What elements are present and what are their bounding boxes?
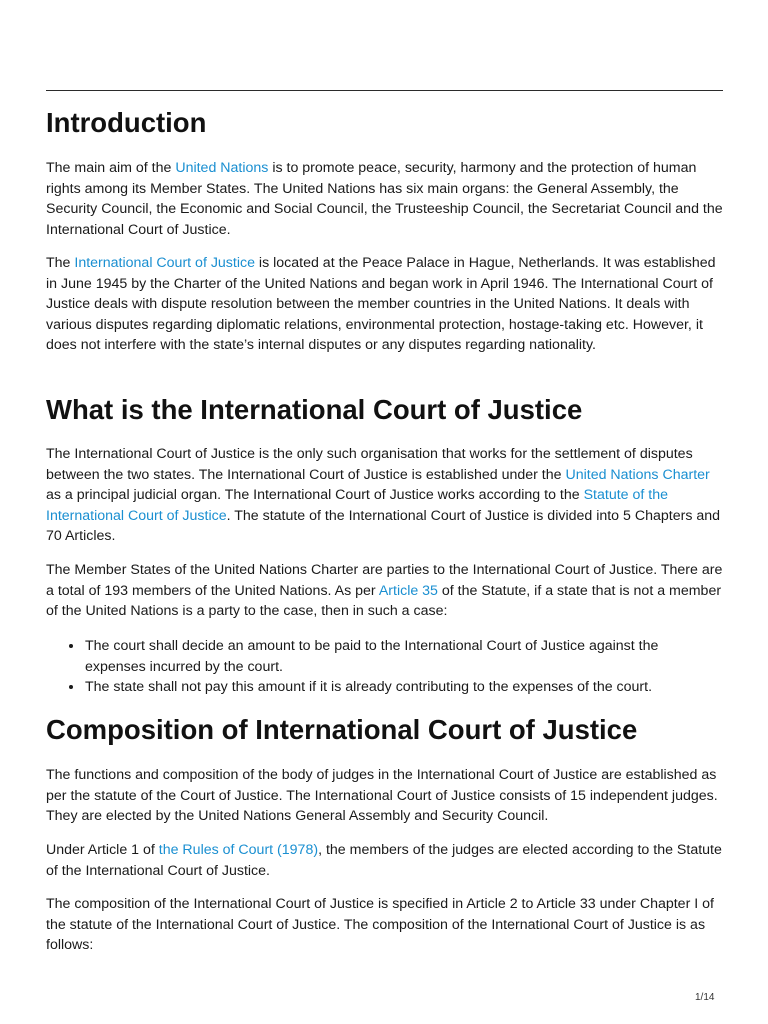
text-run: as a principal judicial organ. The International Court of Justice works according to the [46, 487, 584, 504]
heading-composition: Composition of International Court of Justice [46, 714, 638, 745]
text-run: , the members of the judges are elected according to the Statute of the International Court of Justice. [46, 842, 722, 879]
composition-paragraph-1: The functions and composition of the body of judges in the International Court of Justice are established as per the statute of the Court of Justice. The International Court of Justice consists of 15 independent judges. They are elected by the United Nations General Assembly and Security Council. [46, 767, 718, 825]
page-number: 1/14 [695, 992, 715, 1003]
heading-what-is-icj: What is the International Court of Justice [46, 394, 583, 425]
intro-paragraph-1 [46, 158, 723, 240]
link-article-35[interactable]: Article 35 [378, 582, 438, 599]
link-international-court-of-justice[interactable]: International Court of Justice [74, 255, 255, 271]
link-un-charter[interactable]: United Nations Charter [565, 466, 710, 483]
intro-paragraph-2 [46, 253, 723, 356]
bullet-list [46, 636, 723, 698]
list-item: • The court shall decide an amount to be paid to the International Court of Justice against the expenses incurred by the court. [84, 636, 723, 677]
top-divider [46, 90, 723, 91]
text-run: The Member States of the United Nations Charter are parties to the International Court of Justice. There are a total of 193 members of the United Nations. As per [46, 562, 723, 599]
heading-introduction: Introduction [46, 107, 207, 138]
text-run: is located at the Peace Palace in Hague, Netherlands. It was established in June 1945 by the Charter of the United Nations and began work in April 1946. The International Court of Justice deals with dispute resolution between the member countries in the United Nations. It deals with various disputes regarding diplomatic relations, environmental protection, hostage-taking etc. However, it does not interfere with the state’s internal disputes or any disputes regarding nationality. [46, 255, 716, 354]
list-item: • The state shall not pay this amount if it is already contributing to the expenses of the court. [84, 677, 723, 698]
composition-paragraph-2 [46, 840, 723, 881]
text-run: The International Court of Justice is the only such organisation that works for the settlement of disputes between the two states. The International Court of Justice is established under the [46, 446, 693, 483]
link-rules-of-court[interactable]: the Rules of Court (1978) [158, 842, 319, 858]
what-paragraph-2 [46, 560, 723, 622]
text-run: The [46, 255, 75, 271]
text-run: of the Statute, if a state that is not a member of the United Nations is a party to the case, then in such a case: [46, 582, 722, 620]
link-statute-of-icj[interactable]: Statute of the International Court of Justice [46, 487, 668, 524]
text-run: The main aim of the [46, 160, 176, 176]
text-run: is to promote peace, security, harmony and the protection of human rights among its Member States. The United Nations has six main organs: the General Assembly, the Security Council, the Economic and Social Council, the Trusteeship Council, the Secretariat Council and the International Court of Justice. [46, 160, 723, 238]
text-run: . The statute of the International Court of Justice is divided into 5 Chapters and 70 Articles. [46, 507, 721, 545]
composition-paragraph-3: The composition of the International Court of Justice is specified in Article 2 to Article 33 under Chapter I of the statute of the International Court of Justice. The composition of the International Court of Justice is as follows: [46, 896, 714, 954]
text-run: Under Article 1 of [46, 842, 159, 858]
what-paragraph-1 [46, 444, 723, 547]
link-united-nations[interactable]: United Nations [175, 160, 269, 176]
